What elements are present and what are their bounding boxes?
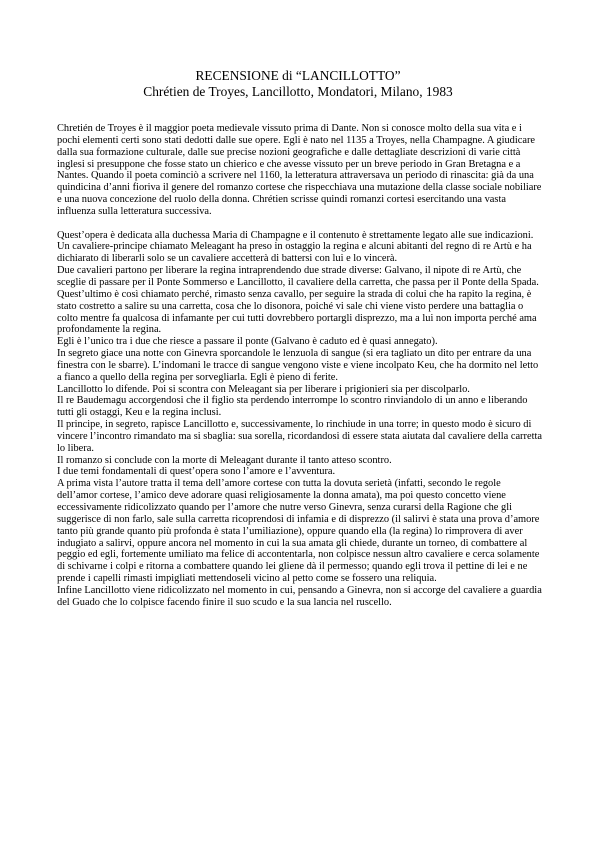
paragraph: Quest’ultimo è così chiamato perché, rimasto senza cavallo, per seguire la strada di colui che ha rapito la regina, è stato costretto a salire su una carretta, cosa che lo disonora, poiché vi sale chi viene visto perdere una battaglia o colto mentre fa qualcosa di infamante per cui tutti dovrebbero portargli disprezzo, ma a lui non importa perché ama profondamente la regina.	[57, 288, 537, 336]
paragraph-gap	[57, 218, 542, 230]
intro-paragraph: Chretién de Troyes è il maggior poeta medievale vissuto prima di Dante. Non si conosce molto della sua vita e i pochi elementi certi sono stati dedotti dalle sue opere. Egli è nato nel 1135 a Troyes, nella Champagne. A giudicare dalla sua formazione culturale, dalle sue precise nozioni geografiche e dalle dettagliate descrizioni di varie città inglesi si presuppone che fosse stato un chierico e che avesse vissuto per un breve periodo in Gran Bretagna e a Nantes. Quando il poeta cominciò a scrivere nel 1160, la letteratura attraversava un periodo di rinascita: già da una quindicina d’anni fioriva il genere del romanzo cortese che rispecchiava una mutazione della classe sociale nobiliare e una nuova concezione del ruolo della donna. Chrétien scrisse quindi romanzi cortesi esercitando una vasta influenza sulla letteratura successiva.	[57, 123, 542, 217]
paragraph: Egli è l’unico tra i due che riesce a passare il ponte (Galvano è caduto ed è quasi annegato).	[57, 336, 438, 348]
paragraph: Il re Baudemagu accorgendosi che il figlio sta perdendo interrompe lo scontro rinviandolo di un anno e liberando tutti gli ostaggi, Keu e la regina inclusi.	[57, 395, 528, 419]
paragraph: Infine Lancillotto viene ridicolizzato nel momento in cui, pensando a Ginevra, non si accorge del cavaliere a guardia del Guado che lo colpisce facendo finire il suo scudo e la sua lancia nel ruscello.	[57, 584, 542, 608]
paragraph: Due cavalieri partono per liberare la regina intraprendendo due strade diverse: Galvano, il nipote di re Artù, che sceglie di passare per il Ponte Sommerso e Lancillotto, il cavaliere della carretta, che passa per il Ponte della Spada.	[57, 265, 539, 288]
document-header	[0, 68, 596, 100]
document-subtitle: Chrétien de Troyes, Lancillotto, Mondatori, Milano, 1983	[143, 84, 453, 99]
document-body	[57, 123, 542, 609]
paragraph: In segreto giace una notte con Ginevra sporcandole le lenzuola di sangue (si era tagliato un dito per entrare da una finestra con le sbarre). L’indomani le tracce di sangue vengono viste e viene incolpato Keu, che ha dormito nel letto a fianco a quello della regina per sorvegliarla. Egli è pieno di ferite.	[57, 348, 539, 383]
paragraph: Il romanzo si conclude con la morte di Meleagant durante il tanto atteso scontro.	[57, 454, 392, 466]
paragraph: Un cavaliere-principe chiamato Meleagant ha preso in ostaggio la regina e alcuni abitanti del regno di re Artù e ha dichiarato di liberarli solo se un cavaliere accetterà di battersi con lui e lo vincerà.	[57, 241, 532, 265]
paragraph: A prima vista l’autore tratta il tema dell’amore cortese con tutta la dovuta serietà (infatti, secondo le regole dell’amor cortese, l’amico deve adorare quasi religiosamente la donna amata), ma poi questo concetto viene eccessivamente ridicolizzato quando per l’amore che nutre verso Ginevra, senza curarsi della Ragione che gli suggerisce di non farlo, sale sulla carretta ricoprendosi di infamia e di disprezzo (il salirvi è stata una prova d’amore tanto più grande quanto più profonda è stata l’umiliazione), oppure quando ella (la regina) lo rimprovera di aver indugiato a salirvi, oppure ancora nel momento in cui la sua amata gli chiede, durante un torneo, di combattere al peggio ed egli, fortemente umiliato ma felice di accontentarla, non colpisce nessun altro cavaliere e cerca solamente di schivarne i colpi e ritorna a combattere quando lei gliene dà il permesso; quando egli trova il pettine di lei e ne prende i capelli rimasti impigliati mettendoseli vicino al petto come se fossero una reliquia.	[57, 478, 540, 585]
document-title: RECENSIONE di “LANCILLOTTO”	[195, 68, 401, 83]
paragraph: Il principe, in segreto, rapisce Lancillotto e, successivamente, lo rinchiude in una torre; in questo modo è sicuro di vincere l’incontro rimandato ma si sbaglia: sua sorella, ricordandosi di essere stata aiutata dal cavaliere della carretta lo libera.	[57, 419, 542, 454]
paragraph: Lancillotto lo difende. Poi si scontra con Meleagant sia per liberare i prigionieri sia per discolparlo.	[57, 383, 470, 395]
paragraph: I due temi fondamentali di quest’opera sono l’amore e l’avventura.	[57, 466, 336, 478]
paragraph: Quest’opera è dedicata alla duchessa Maria di Champagne e il contenuto è strettamente legato alle sue indicazioni.	[57, 229, 534, 241]
